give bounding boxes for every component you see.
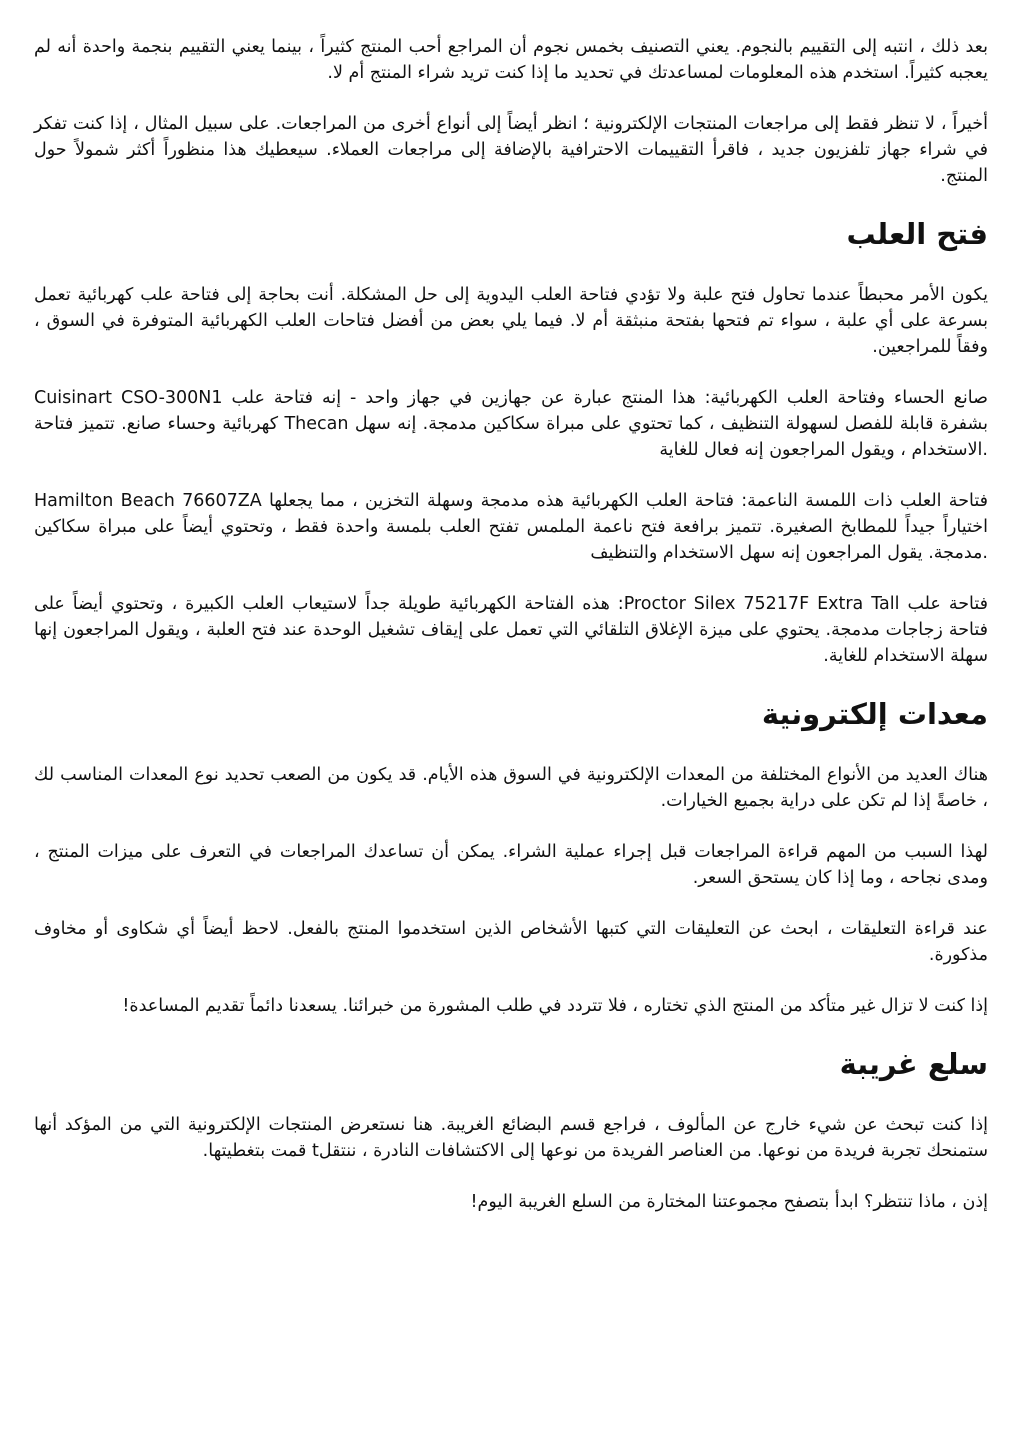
paragraph-read-comments: عند قراءة التعليقات ، ابحث عن التعليقات التي كتبها الأشخاص الذين استخدموا المنتج بالفعل. لاحظ أيضاً أي شكاوى أو مخاوف مذكورة. (34, 919, 988, 965)
section-heading-electronics: معدات إلكترونية (761, 697, 988, 731)
paragraph-ask-experts: إذا كنت لا تزال غير متأكد من المنتج الذي تختاره ، فلا تتردد في طلب المشورة من خبرائنا. يسعدنا دائماً تقديم المساعدة! (122, 996, 988, 1016)
paragraph-other-reviews: أخيراً ، لا تنظر فقط إلى مراجعات المنتجات الإلكترونية ؛ انظر أيضاً إلى أنواع أخرى من المراجعات. على سبيل المثال ، إذا كنت تفكر في شراء جهاز تلفزيون جديد ، فاقرأ التقييمات الاحترافية بالإضافة إلى مراجعات العملاء. سيعطيك هذا منظوراً أكثر شمولاً حول المنتج. (34, 114, 988, 186)
paragraph-cuisinart: Cuisinart CSO-300N1 صانع الحساء وفتاحة العلب الكهربائية: هذا المنتج عبارة عن جهازين في جهاز واحد - إنه فتاحة علب كهربائية وحساء صانع. تتميز فتاحة Thecan بشفرة قابلة للفصل لسهولة التنظيف ، كما تحتوي على مبراة سكاكين مدمجة. إنه سهل الاستخدام ، ويقول المراجعون إنه فعال للغاية. (34, 388, 988, 460)
paragraph-read-reviews: لهذا السبب من المهم قراءة المراجعات قبل إجراء عملية الشراء. يمكن أن تساعدك المراجعات في التعرف على ميزات المنتج ، ومدى نجاحه ، وما إذا كان يستحق السعر. (34, 842, 988, 888)
section-heading-can-openers: فتح العلب (846, 217, 988, 251)
paragraph-odd-goods-intro: إذا كنت تبحث عن شيء خارج عن المألوف ، فراجع قسم البضائع الغريبة. هنا نستعرض المنتجات الإلكترونية التي من المؤكد أنها ستمنحك تجربة فريدة من نوعها. من العناصر الفريدة من نوعها إلى الاكتشافات النادرة ، ننتقلt قمت بتغطيتها. (34, 1115, 988, 1161)
can-openers-section (34, 214, 988, 669)
paragraph-electronics-intro: هناك العديد من الأنواع المختلفة من المعدات الإلكترونية في السوق هذه الأيام. قد يكون من الصعب تحديد نوع المعدات المناسب لك ، خاصةً إذا لم تكن على دراية بجميع الخيارات. (34, 765, 988, 811)
electronics-section (34, 694, 988, 1019)
paragraph-odd-goods-cta: إذن ، ماذا تنتظر؟ ابدأ بتصفح مجموعتنا المختارة من السلع الغريبة اليوم! (470, 1192, 988, 1212)
paragraph-hamilton-beach: Hamilton Beach 76607ZA فتاحة العلب ذات اللمسة الناعمة: فتاحة العلب الكهربائية هذه مدمجة وسهلة التخزين ، مما يجعلها اختياراً جيداً للمطابخ الصغيرة. تتميز برافعة فتح ناعمة الملمس تفتح العلب بلمسة واحدة فقط ، وتحتوي أيضاً على مبراة سكاكين مدمجة. يقول المراجعون إنه سهل الاستخدام والتنظيف. (34, 491, 988, 563)
odd-goods-section (34, 1044, 988, 1215)
intro-section (34, 34, 988, 189)
paragraph-proctor-silex: فتاحة علب Proctor Silex 75217F Extra Tall: هذه الفتاحة الكهربائية طويلة جداً لاستيعاب العلب الكبيرة ، وتحتوي أيضاً على فتاحة زجاجات مدمجة. يحتوي على ميزة الإغلاق التلقائي التي تعمل على إيقاف تشغيل الوحدة عند فتح العلبة ، ويقول المراجعون إنها سهلة الاستخدام للغاية. (34, 594, 988, 666)
section-heading-odd-goods: سلع غريبة (839, 1047, 988, 1081)
paragraph-star-ratings: بعد ذلك ، انتبه إلى التقييم بالنجوم. يعني التصنيف بخمس نجوم أن المراجع أحب المنتج كثيراً ، بينما يعني التقييم بنجمة واحدة أنه لم يعجبه كثيراً. استخدم هذه المعلومات لمساعدتك في تحديد ما إذا كنت تريد شراء المنتج أم لا. (34, 37, 988, 83)
paragraph-can-openers-intro: يكون الأمر محبطاً عندما تحاول فتح علبة ولا تؤدي فتاحة العلب اليدوية إلى حل المشكلة. أنت بحاجة إلى فتاحة علب كهربائية تعمل بسرعة على أي علبة ، سواء تم فتحها بفتحة منبثقة أم لا. فيما يلي بعض من أفضل فتاحات العلب الكهربائية المتوفرة في السوق ، وفقاً للمراجعين. (34, 285, 988, 357)
